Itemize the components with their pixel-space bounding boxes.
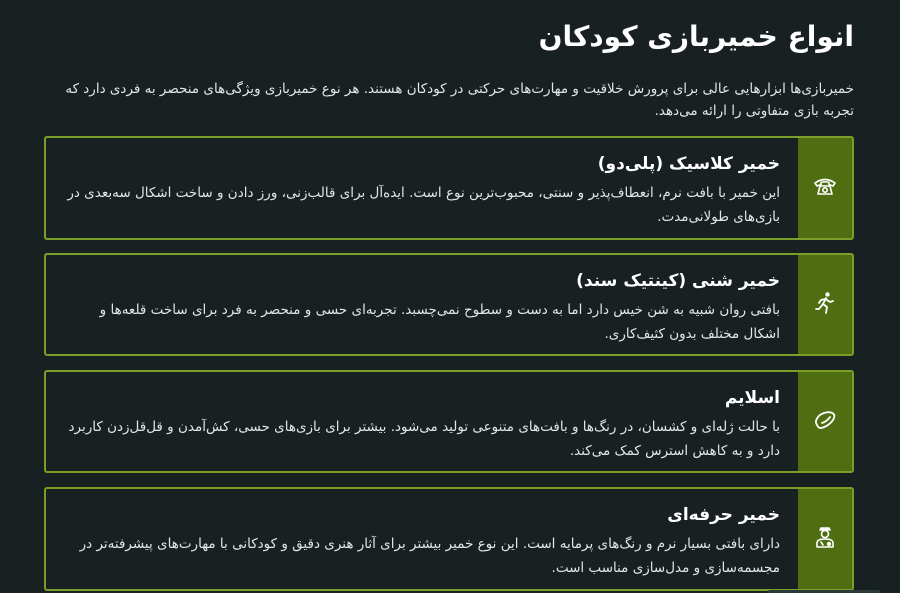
card-classic-dough bbox=[44, 136, 854, 240]
card-icon-band bbox=[798, 489, 852, 589]
telephone-icon bbox=[812, 173, 838, 203]
card-description: این خمیر با بافت نرم، انعطاف‌پذیر و سنتی، محبوب‌ترین نوع است. ایده‌آل برای قالب‌زنی، ورز دادن و ساخت اشکال سه‌بعدی در بازی‌های طولانی‌مدت. bbox=[67, 185, 780, 225]
card-slime bbox=[44, 370, 854, 473]
card-icon-band bbox=[798, 372, 852, 471]
card-kinetic-sand bbox=[44, 253, 854, 356]
card-icon-band bbox=[798, 138, 852, 238]
card-title: خمیر کلاسیک (پلی‌دو) bbox=[597, 154, 780, 174]
page-title: انواع خمیربازی کودکان bbox=[538, 20, 854, 53]
card-professional-dough bbox=[44, 487, 854, 591]
card-icon-band bbox=[798, 255, 852, 354]
card-description: با حالت ژله‌ای و کشسان، در رنگ‌ها و بافت‌های متنوعی تولید می‌شود. بیشتر برای بازی‌های حسی، کش‌آمدن و قل‌قل‌زدن کاربرد دارد و به کاهش استرس کمک می‌کند. bbox=[68, 419, 780, 459]
running-person-icon bbox=[812, 290, 838, 320]
card-description: بافتی روان شبیه به شن خیس دارد اما به دست و سطوح نمی‌چسبد. تجربه‌ای حسی و منحصر به فرد برای ساخت قلعه‌ها و اشکال مختلف بدون کثیف‌کاری. bbox=[99, 302, 780, 342]
slime-blob-icon bbox=[812, 407, 838, 437]
page-content bbox=[40, 0, 854, 593]
card-description: دارای بافتی بسیار نرم و رنگ‌های پرمایه است. این نوع خمیر بیشتر برای آثار هنری دقیق و کودکانی با مهارت‌های پیشرفته‌تر در مجسمه‌سازی و مدل‌سازی مناسب است. bbox=[79, 536, 780, 576]
card-title: اسلایم bbox=[724, 388, 780, 408]
card-title: خمیر شنی (کینتیک سند) bbox=[576, 271, 780, 291]
artist-icon bbox=[812, 524, 838, 554]
card-title: خمیر حرفه‌ای bbox=[667, 505, 780, 525]
intro-paragraph: خمیربازی‌ها ابزارهایی عالی برای پرورش خلاقیت و مهارت‌های حرکتی در کودکان هستند. هر نوع خمیربازی ویژگی‌های منحصر به فردی دارد که تجربه بازی متفاوتی را ارائه می‌دهد. bbox=[65, 81, 854, 119]
